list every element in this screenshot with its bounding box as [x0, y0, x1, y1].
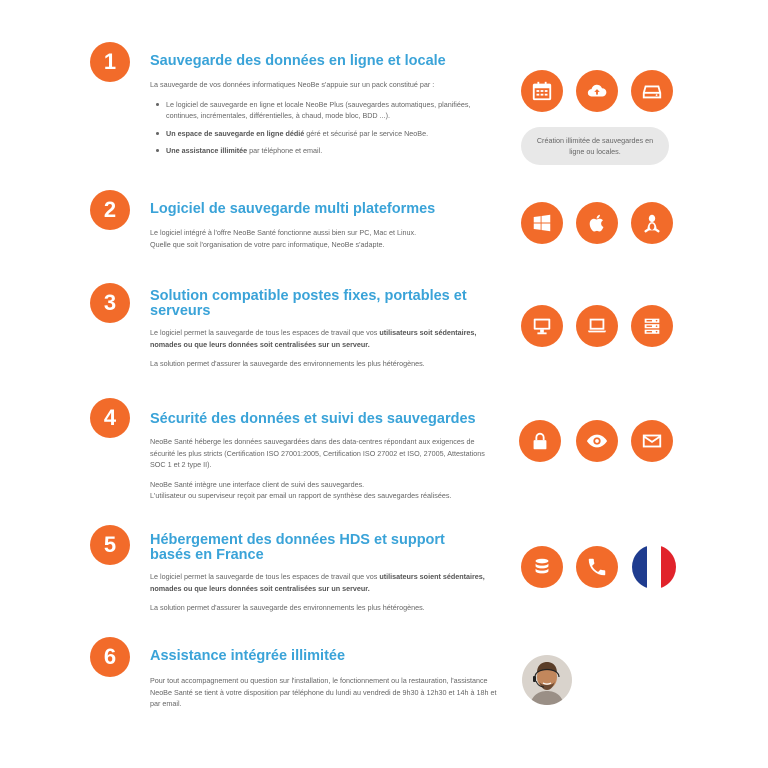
step-number-4: 4: [90, 398, 130, 438]
bullet-item: Une assistance illimitée par téléphone et email.: [156, 145, 505, 157]
section-3-title: Solution compatible postes fixes, portables et serveurs: [150, 288, 467, 319]
server-icon: [631, 305, 673, 347]
envelope-icon: [631, 420, 673, 462]
france-flag-icon: [632, 545, 676, 589]
laptop-icon: [576, 305, 618, 347]
step-number-1: 1: [90, 42, 130, 82]
section-1-title: Sauvegarde des données en ligne et locale: [150, 53, 446, 69]
section-4-body: NeoBe Santé héberge les données sauvegardées dans des data-centres répondant aux exigences de sécurité les plus stricts (Certification ISO 27001:2005, Certification ISO 27002 et ISO, 27005, Attestations SOC 1 et 2 type II). NeoBe Santé intègre une interface client de suivi des sauvegardes. L'utilisateur ou superviseur reçoit par email un rapport de synthèse des sauvegardes réalisées.: [150, 437, 485, 500]
step-number-5: 5: [90, 525, 130, 565]
step-number-2: 2: [90, 190, 130, 230]
section-5-body: Le logiciel permet la sauvegarde de tous les espaces de travail que vos utilisateurs soient sédentaires, nomades ou que leurs données soit centralisées sur un serveur. La solution permet d'assurer la sauvegarde des environnements les plus hétérogènes.: [150, 572, 485, 612]
calendar-icon: [521, 70, 563, 112]
support-agent-avatar: [522, 655, 572, 705]
section-3-body: Le logiciel permet la sauvegarde de tous les espaces de travail que vos utilisateurs soit sédentaires, nomades ou que leurs données soit centralisées sur un serveur. La solution permet d'assurer la sauvegarde des environnements les plus hétérogènes.: [150, 328, 477, 368]
desktop-icon: [521, 305, 563, 347]
section-4-title: Sécurité des données et suivi des sauvegardes: [150, 411, 476, 427]
section-6-title: Assistance intégrée illimitée: [150, 648, 346, 664]
flag-white-stripe: [647, 545, 662, 589]
apple-icon: [576, 202, 618, 244]
phone-icon: [576, 546, 618, 588]
linux-icon: [631, 202, 673, 244]
hard-drive-icon: [631, 70, 673, 112]
unlimited-backup-note: Création illimitée de sauvegardes en ligne ou locales.: [521, 127, 669, 165]
section-5-title: Hébergement des données HDS et support basés en France: [150, 532, 445, 563]
step-number-6: 6: [90, 637, 130, 677]
section-1-body: [150, 79, 505, 163]
flag-red-stripe: [661, 545, 676, 589]
section-2-body: Le logiciel intégré à l'offre NeoBe Santé fonctionne aussi bien sur PC, Mac et Linux. Quelle que soit l'organisation de votre parc informatique, NeoBe s'adapte.: [150, 228, 417, 249]
flag-blue-stripe: [632, 545, 647, 589]
bullet-item: Le logiciel de sauvegarde en ligne et locale NeoBe Plus (sauvegardes automatiques, planifiées, continues, incrémentales, différentielles, à chaud, mode bloc, BDD ...).: [156, 99, 505, 122]
bullet-item: Un espace de sauvegarde en ligne dédié géré et sécurisé par le service NeoBe.: [156, 128, 505, 140]
eye-icon: [576, 420, 618, 462]
database-icon: [521, 546, 563, 588]
section-1-bullets: [156, 99, 505, 157]
cloud-upload-icon: [576, 70, 618, 112]
lock-icon: [519, 420, 561, 462]
windows-icon: [521, 202, 563, 244]
section-1-intro: La sauvegarde de vos données informatiques NeoBe s'appuie sur un pack constitué par :: [150, 80, 435, 89]
section-2-title: Logiciel de sauvegarde multi plateformes: [150, 201, 436, 217]
section-6-body: Pour tout accompagnement ou question sur l'installation, le fonctionnement ou la restauration, l'assistance NeoBe Santé se tient à votre disposition par téléphone du lundi au vendredi de 9h30 à 12h30 et 14h à 18h et par email.: [150, 676, 497, 708]
step-number-3: 3: [90, 283, 130, 323]
